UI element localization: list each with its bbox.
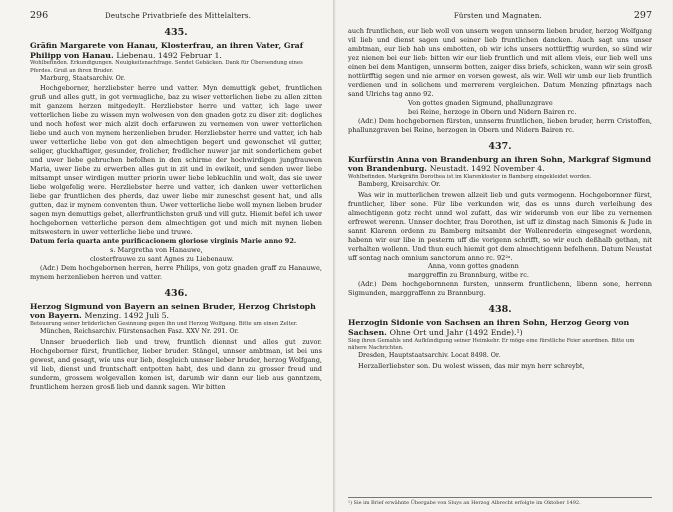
letter-heading: Herzogin Sidonie von Sachsen an ihren Sohn, Herzog Georg von Sachsen. Ohne Ort und Jahr (1492 Ende).¹) bbox=[348, 318, 630, 338]
letter-summary: Wohlbefinden. Erkundigungen. Neuigkeitsnachfrage. Sendet Gebäcken. Dank für Übersendung eines Pferdes. Gruß an ihren Bruder. bbox=[30, 60, 303, 74]
letter-body: auch fruntlichen, eur lieb woll von unsern wegen unnserm lieben bruder, herzog Wolfgang vil lieb und dienst sagen und seiner lieb fruntlichen dancken. Auch sagt uns unser ambtman, eur lieb hab uns embotten, ob wir ichs unsers nottürfftig wurden, so sünd wir yez nienen bei eur lieb: bitten wir eur lieb fruntlich und mit allem vleis, eur lieb well uns einen bei dem Mantigen, unnserm botten, zaiger diss briefs, schicken, wann wir sein grosß nottürfftig segen und nie armer en vorsen gewest, als wir. Well wir umb eur lieb fruntlich verdienen und in solichem und merrerem vergleichen. Datum Menzing pfinztags nach sand Ulrichs tag anno 92. bbox=[348, 27, 652, 98]
letter-body: Hochgeborner, herzliebster herre und vatter. Myn demuttigk gebet, fruntlichen gruß und alles gutt, in got vermugliche, baz zu wiser vetterlichen liebe zu allen zitten mit ganzem herzen mitgedeylt. Herzliebster herre und vatter, ich lage uwer vetterlichen liebe zu wissen myn wolwesen von den gnaden gotz zu diser zit: dogliches und noch hofest wer mich alzit doch erfaruwen zu vernemen von uwer vetterlichen liebe und auch von mynem herzenlieben bruder. Herzliebster herre und vatter, ich hab uwer vetterliche liebe von got den almechtigen begert und gewonschet vil gutter, seliger, gluckhaftiger, gesunder, frolicher, fredlicher nuwer jar mit sonderlichem gebet und uwer liebe gebruchen befolhen in den schirme der hochwirdigen jungfrauwen Maria, uwer liebe zu erwerben alles gut in zit und in ewikeit, und senden uwer liebe mitsampt unser wirdigen mutter priorin uwer liebe lebkuchlin und wolt, das sie uwer liebe wolgefelig were. Herzliebster herre und vatter, ich danken uwer vetterlichen liebe gar fruntlichen des pherds, daz uwer liebe mir zuneschst gesent hat, und alls gutten, daz ir mynem conventen thun. Uwer vetterliche liebe woll mynen lieben bruder sagen myn demuttigs gebet, allerfruntlichsten gruß und vill gutz. Hiemit befel ich uwer hochgebornen vetterliche person dem almechtigen got und mich mit mynen lieben mitswestern in uwer vetterliche liebe und truwe. bbox=[30, 84, 322, 236]
letter-date: Menzing. 1492 Juli 5. bbox=[84, 311, 170, 321]
footnote: ¹) Sie im Brief erwähnte Übergabe von Sluys an Herzog Albrecht erfolgte im Oktober 1492. bbox=[348, 497, 652, 506]
right-page bbox=[336, 0, 672, 512]
archive-location: Bamberg, Kreisarchiv. Or. bbox=[358, 181, 441, 189]
left-page bbox=[0, 0, 336, 512]
letter-heading: Herzog Sigmund von Bayern an seinen Bruder, Herzog Christoph von Bayern. Menzing. 1492 Juli 5. bbox=[30, 301, 316, 321]
signature-line: Anna, vonn gottes gnadenn bbox=[428, 262, 519, 271]
letter-summary: Wohlbefinden. Markgräfin Dorothea ist im Klarenkloster in Bamberg eingekleidet worden. bbox=[348, 174, 592, 181]
page-number: 297 bbox=[633, 10, 652, 21]
letter-436 bbox=[30, 288, 322, 392]
letter-body: Was wir in mutterlichen trewen allzeit lieb und guts vermogenn. Hochgebornner fürst, fruntlicher, liber sone. Für libe verkunden wir, das es unns durch verleihung des almechtigenn gotz recht unnd wol zufatt, das wir widerumb von eur libe zu vernemen erfrewet werenn. Unnser dochter, frau Dorothen, ist uff iz dinstag nach Simonis & Jude in sannt Klarenn ordenn zu Bamberg mitsambt der Wollenrederin eingesegnet wordenn, habenn wir eur libe in pesterm uff die vorigenn schrifft, so wir euch deßhalb gethan, nit verhalten wollenn. Und thun euch hiemit got dem almechtigenn befelhenn. Datum Neustat uff sontag nach omnium sanctorum anno rc. 92²ᵃ. bbox=[348, 190, 652, 262]
running-title: Fürsten und Magnaten. bbox=[453, 12, 542, 20]
letter-number: 436. bbox=[164, 287, 188, 299]
letter-address: (Adr.) Dem hochgebornen herren, herre Philips, von gotz gnaden graff zu Hanauwe, mynem herzenlieben herren und vatter. bbox=[30, 263, 322, 281]
letter-datum: Datum feria quarta ante purificacionem gloriose virginis Marie anno 92. bbox=[30, 236, 297, 245]
page-number: 296 bbox=[30, 10, 49, 21]
signature-line: Von gottes gnaden Sigmund, phallunzgrave bbox=[408, 98, 553, 107]
archive-location: Marburg, Staatsarchiv. Or. bbox=[40, 74, 126, 82]
letter-heading: Gräfin Margarete von Hanau, Klosterfrau, an ihren Vater, Graf Philipp von Hanau. Liebenau. 1492 Februar 1. bbox=[30, 41, 304, 60]
letter-437 bbox=[348, 141, 652, 299]
letter-number: 438. bbox=[488, 304, 512, 316]
letter-summary: Beteuerung seiner brüderlichen Gesinnung gegen ihn und Herzog Wolfgang. Bitte um einen Zelter. bbox=[30, 321, 298, 328]
letter-heading: Kurfürstin Anna von Brandenburg an ihren Sohn, Markgraf Sigmund von Brandenburg. Neustadt. 1492 November 4. bbox=[348, 154, 652, 174]
letter-address: (Adr.) Dem hochgebornen fürsten, unnserm fruntlichen, lieben bruder, herrn Cristoffen, phallunzgraven bei Reine, herzogen in Obern und Nidern Bairen rc. bbox=[348, 116, 652, 134]
letter-436-continuation bbox=[348, 27, 652, 135]
archive-location: München, Reichsarchiv. Fürstensachen Fasz. XXV Nr. 291. Or. bbox=[40, 328, 239, 336]
letter-435 bbox=[30, 27, 322, 282]
letter-number: 437. bbox=[488, 140, 512, 152]
running-head bbox=[30, 10, 322, 21]
letter-address: (Adr.) Dem hochgebornnenn fursten, unnserm fruntlichenn, libenn sone, herrenn Sigmunden, marggraffenn zu Brannburg. bbox=[348, 280, 652, 298]
running-title: Deutsche Privatbriefe des Mittelalters. bbox=[105, 12, 252, 20]
signature-line: closterfrauwe zu sant Agnes zu Liebenauw. bbox=[90, 254, 234, 263]
letter-date: Ohne Ort und Jahr (1492 Ende).¹) bbox=[389, 328, 523, 338]
signature-line: marggreffin zu Brannburg, witbe rc. bbox=[408, 271, 529, 280]
letter-438 bbox=[348, 304, 652, 370]
running-head bbox=[348, 10, 652, 21]
archive-location: Dresden, Hauptstaatsarchiv. Locat 8498. Or. bbox=[358, 352, 501, 360]
letter-summary: Sieg ihren Gemahls und Aufkündigung seiner Heimkehr. Er möge eine fürstliche Feier anordnen. Bitte um nähere Nachrichten. bbox=[348, 337, 635, 351]
letter-date: Neustadt. 1492 November 4. bbox=[429, 164, 545, 174]
signature-line: bei Reine, herzoge in Obern und Nidern Bairen rc. bbox=[408, 107, 577, 116]
letter-number: 435. bbox=[164, 27, 188, 38]
letter-date: Liebenau. 1492 Februar 1. bbox=[116, 50, 222, 60]
letter-body: Unnser bruederlich lieb und trew, fruntlich diennst und alles gut zuvor. Hochgeborner fürst, fruntlicher, lieber bruder. Stängel, unnser ambtman, ist bei uns gewest, and gesagt, wie uns eur lieb, desgleich unnser lieber bruder, herzog Wolfgang, vil lieb, dienst und fruntschaft entpotten habt, des und dann zu grosser freud und sunderm, grossem wolgevallen komen ist, darumb wir dann eur lieb aus ganntzem, fruntlichem herzen grosß lieb und dannk sagen. Wir bitten bbox=[30, 337, 322, 391]
signature-line: s. Margretha von Hanauwe, bbox=[110, 245, 203, 254]
letter-body: Herzallerliebster son. Du wolest wissen, das mir myn herr schreybt, bbox=[358, 361, 585, 370]
